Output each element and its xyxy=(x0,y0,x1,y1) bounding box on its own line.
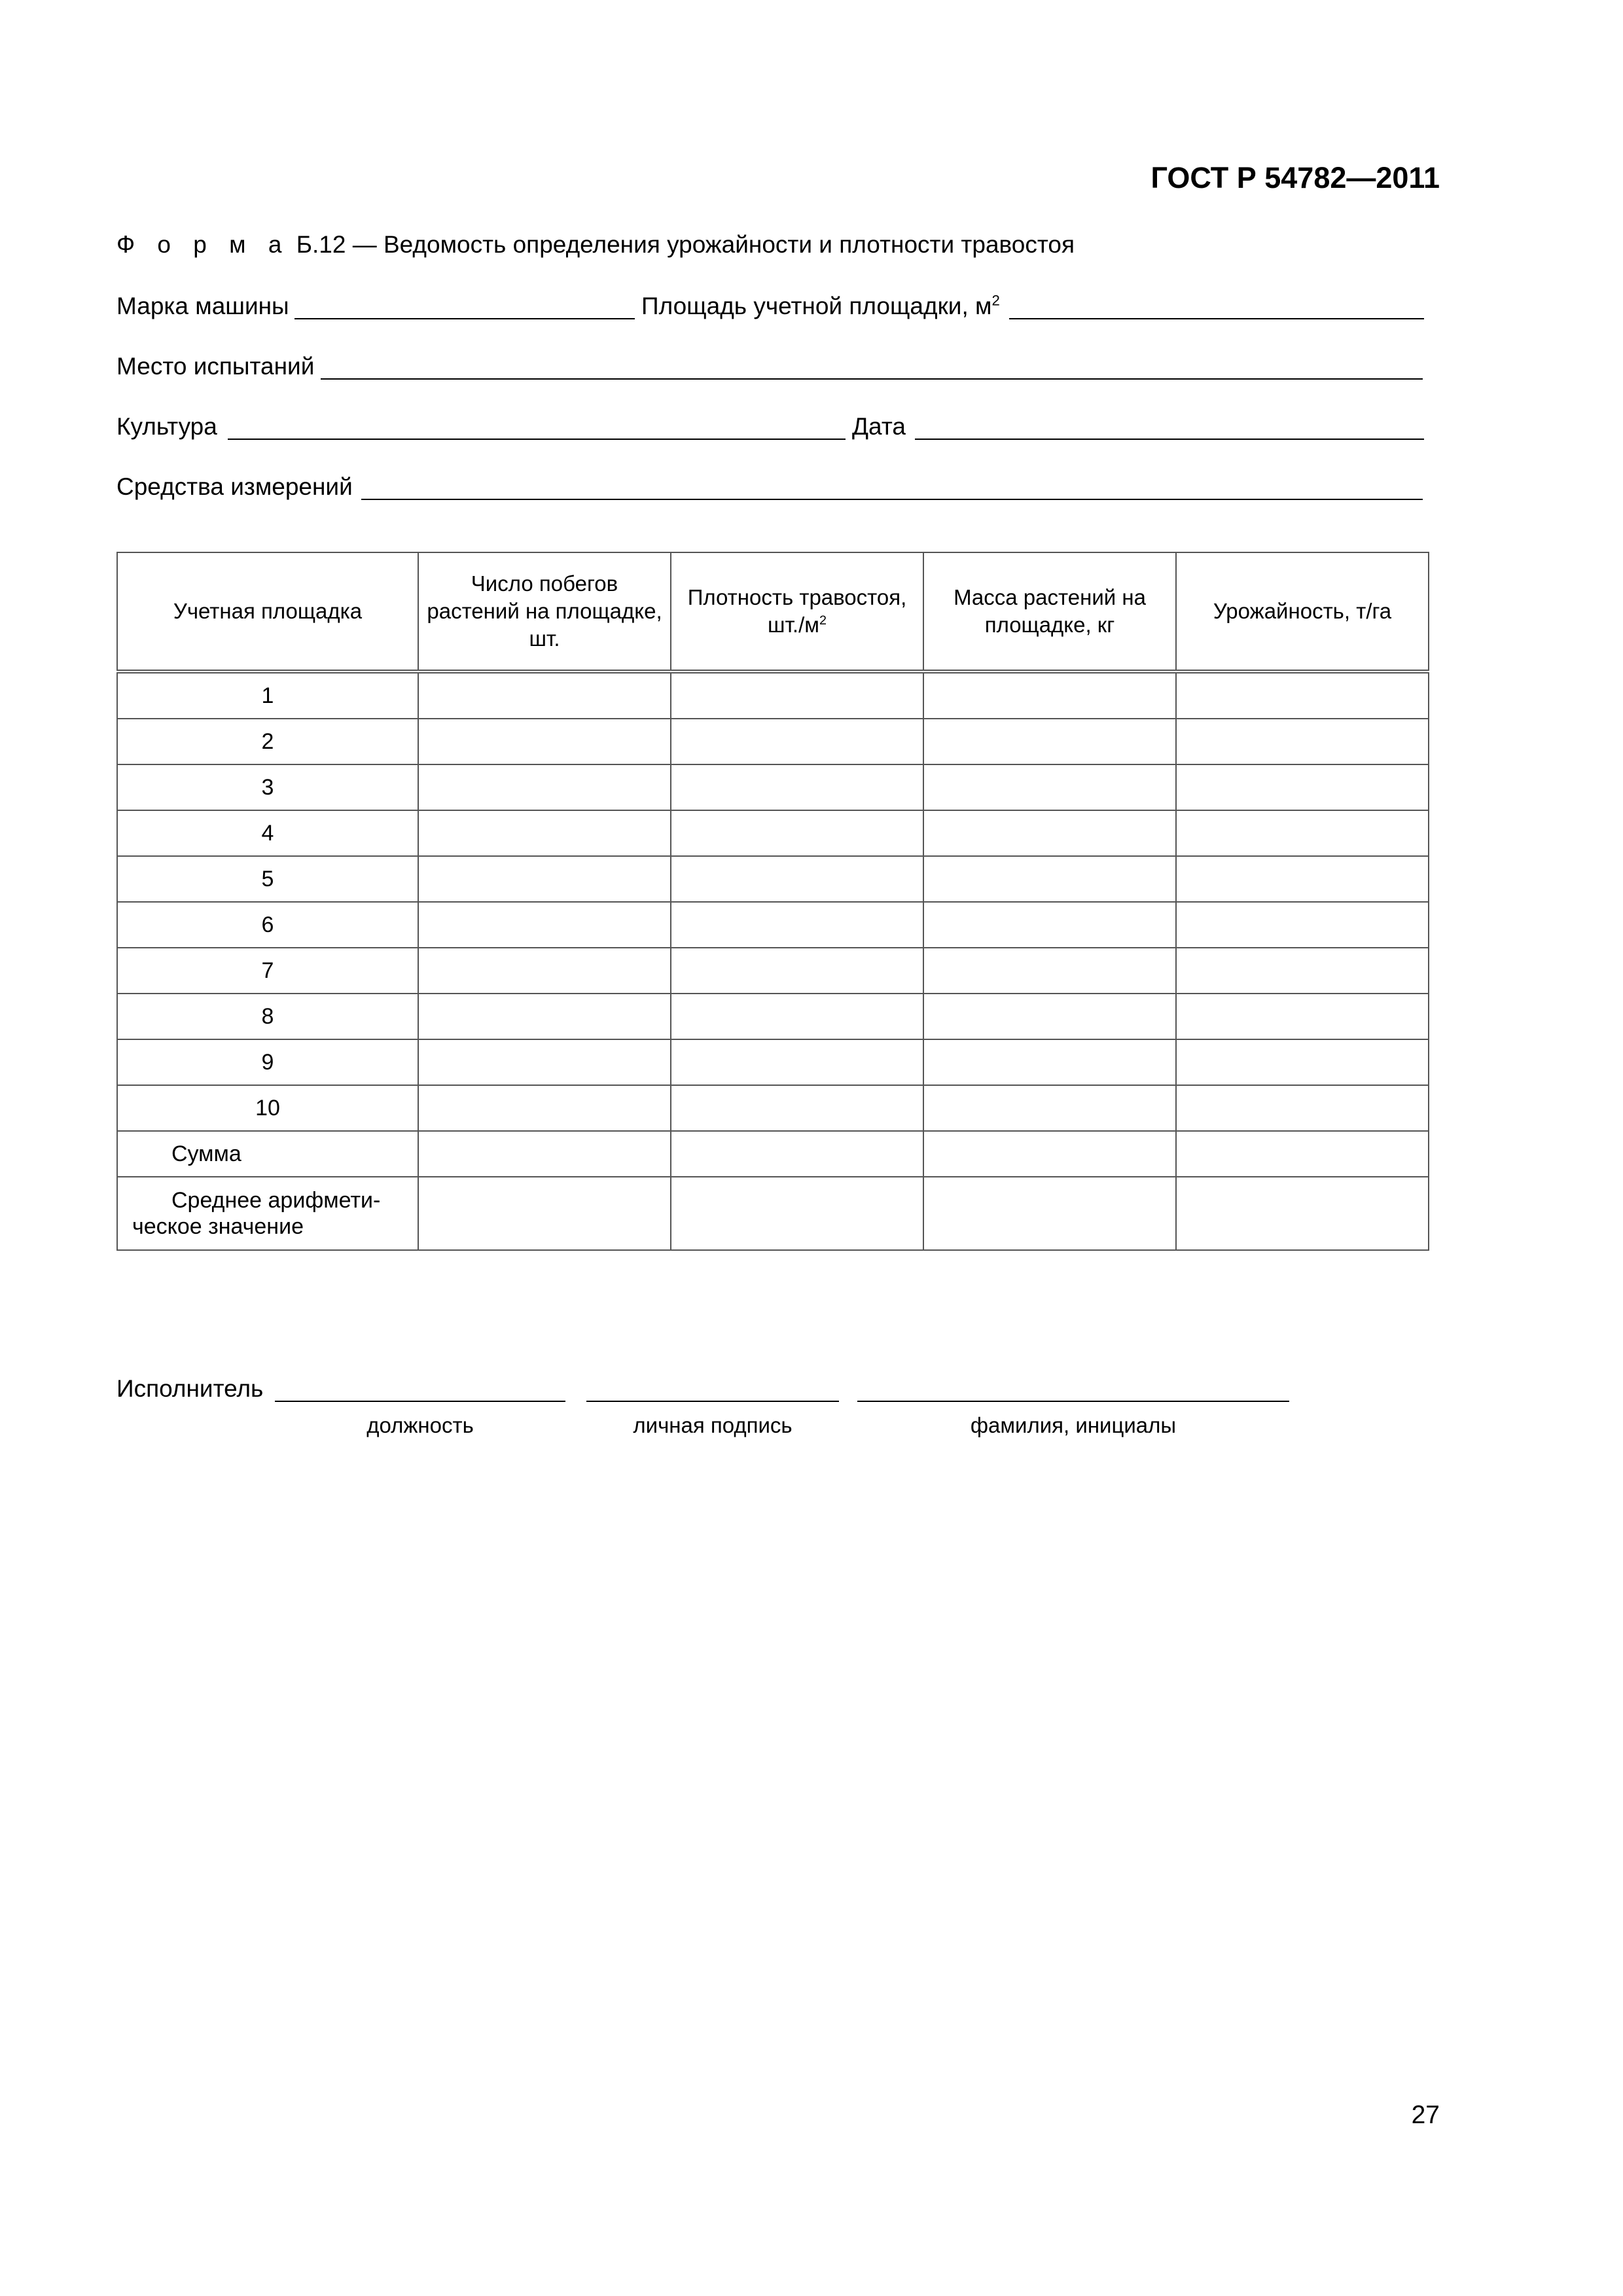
row-number: 2 xyxy=(117,719,418,764)
table-cell[interactable] xyxy=(923,1085,1176,1131)
sum-row xyxy=(117,1131,1429,1177)
table-cell[interactable] xyxy=(418,994,671,1039)
header-density-text: Плотность травостоя, шт./м xyxy=(687,585,907,637)
table-cell[interactable] xyxy=(1176,1085,1429,1131)
table-cell[interactable] xyxy=(418,764,671,810)
table-cell[interactable] xyxy=(923,856,1176,902)
table-row xyxy=(117,1039,1429,1085)
table-cell[interactable] xyxy=(671,948,923,994)
table-cell[interactable] xyxy=(418,719,671,764)
signature-caption: личная подпись xyxy=(633,1413,793,1437)
name-caption: фамилия, инициалы xyxy=(970,1413,1177,1437)
header-yield-text: Урожайность, т/га xyxy=(1213,599,1392,623)
row-number: 4 xyxy=(117,810,418,856)
table-cell[interactable] xyxy=(1176,948,1429,994)
row-number: 7 xyxy=(117,948,418,994)
table-row xyxy=(117,948,1429,994)
header-shoot-count-text: Число побегов растений на площадке, шт. xyxy=(427,571,662,651)
table-row xyxy=(117,994,1429,1039)
table-cell[interactable] xyxy=(1176,994,1429,1039)
instruments-label: Средства измерений xyxy=(116,473,353,500)
table-row xyxy=(117,764,1429,810)
row-number: 6 xyxy=(117,902,418,948)
table-cell[interactable] xyxy=(1176,856,1429,902)
crop-field[interactable] xyxy=(228,439,846,440)
table-row xyxy=(117,719,1429,764)
row-number: 10 xyxy=(117,1085,418,1131)
table-cell[interactable] xyxy=(671,902,923,948)
table-cell[interactable] xyxy=(1176,902,1429,948)
table-cell[interactable] xyxy=(923,810,1176,856)
plot-area-field[interactable] xyxy=(1009,318,1424,319)
table-cell[interactable] xyxy=(1176,719,1429,764)
signature-field[interactable] xyxy=(586,1401,839,1402)
date-field[interactable] xyxy=(915,439,1424,440)
table-cell[interactable] xyxy=(923,1131,1176,1177)
test-site-field[interactable] xyxy=(321,378,1423,380)
row-number: 8 xyxy=(117,994,418,1039)
table-cell[interactable] xyxy=(1176,1131,1429,1177)
sum-label: Сумма xyxy=(117,1131,418,1177)
table-cell[interactable] xyxy=(923,1039,1176,1085)
table-cell[interactable] xyxy=(1176,672,1429,719)
plot-area-label xyxy=(641,291,1000,322)
machine-brand-label: Марка машины xyxy=(116,293,289,319)
table-cell[interactable] xyxy=(671,856,923,902)
header-density xyxy=(671,552,923,672)
yield-density-table xyxy=(116,552,1429,1251)
instruments-field[interactable] xyxy=(361,499,1423,500)
form-prefix: Ф о р м а xyxy=(116,231,290,258)
table-cell[interactable] xyxy=(418,1085,671,1131)
table-cell[interactable] xyxy=(671,1131,923,1177)
average-row xyxy=(117,1177,1429,1250)
table-cell[interactable] xyxy=(418,1131,671,1177)
test-site-label: Место испытаний xyxy=(116,353,315,380)
table-row xyxy=(117,672,1429,719)
table-cell[interactable] xyxy=(671,764,923,810)
table-cell[interactable] xyxy=(923,672,1176,719)
plot-area-label-text: Площадь учетной площадки, м xyxy=(641,293,992,319)
table-cell[interactable] xyxy=(923,902,1176,948)
table-cell[interactable] xyxy=(1176,1039,1429,1085)
machine-brand-field[interactable] xyxy=(294,318,635,319)
table-cell[interactable] xyxy=(671,672,923,719)
table-cell[interactable] xyxy=(671,1085,923,1131)
row-number: 1 xyxy=(117,672,418,719)
table-cell[interactable] xyxy=(418,1039,671,1085)
form-title-text: Б.12 — Ведомость определения урожайности и плотности травостоя xyxy=(296,231,1075,258)
table-cell[interactable] xyxy=(671,719,923,764)
position-caption: должность xyxy=(366,1413,474,1437)
table-cell[interactable] xyxy=(923,1177,1176,1250)
table-cell[interactable] xyxy=(418,902,671,948)
table-cell[interactable] xyxy=(671,810,923,856)
position-field[interactable] xyxy=(275,1401,565,1402)
table-cell[interactable] xyxy=(923,764,1176,810)
header-shoot-count xyxy=(418,552,671,672)
header-yield xyxy=(1176,552,1429,672)
table-cell[interactable] xyxy=(418,672,671,719)
table-row xyxy=(117,810,1429,856)
standard-number: ГОСТ Р 54782—2011 xyxy=(1150,161,1440,194)
table-cell[interactable] xyxy=(923,719,1176,764)
table-header-row xyxy=(117,552,1429,672)
name-field[interactable] xyxy=(857,1401,1289,1402)
table-cell[interactable] xyxy=(1176,764,1429,810)
header-plant-mass xyxy=(923,552,1176,672)
table-cell[interactable] xyxy=(671,1039,923,1085)
table-row xyxy=(117,856,1429,902)
header-density-superscript: 2 xyxy=(819,613,827,628)
table-cell[interactable] xyxy=(923,948,1176,994)
header-plot-text: Учетная площадка xyxy=(173,599,363,623)
performer-label: Исполнитель xyxy=(116,1375,264,1402)
header-plant-mass-text: Масса растений на площадке, кг xyxy=(954,585,1146,637)
table-cell[interactable] xyxy=(418,856,671,902)
table-cell[interactable] xyxy=(418,948,671,994)
date-label: Дата xyxy=(852,413,906,440)
table-cell[interactable] xyxy=(671,1177,923,1250)
form-title xyxy=(116,229,1075,260)
row-number: 9 xyxy=(117,1039,418,1085)
row-number: 3 xyxy=(117,764,418,810)
table-row xyxy=(117,902,1429,948)
table-cell[interactable] xyxy=(671,994,923,1039)
crop-label: Культура xyxy=(116,413,217,440)
table-row xyxy=(117,1085,1429,1131)
row-number: 5 xyxy=(117,856,418,902)
plot-area-superscript: 2 xyxy=(991,292,1000,309)
table-cell[interactable] xyxy=(1176,810,1429,856)
header-plot xyxy=(117,552,418,672)
table-cell[interactable] xyxy=(923,994,1176,1039)
table-cell[interactable] xyxy=(418,810,671,856)
page-number: 27 xyxy=(1411,2101,1440,2129)
table-cell[interactable] xyxy=(418,1177,671,1250)
average-label: Среднее арифмети-ческое значение xyxy=(117,1177,418,1250)
table-cell[interactable] xyxy=(1176,1177,1429,1250)
